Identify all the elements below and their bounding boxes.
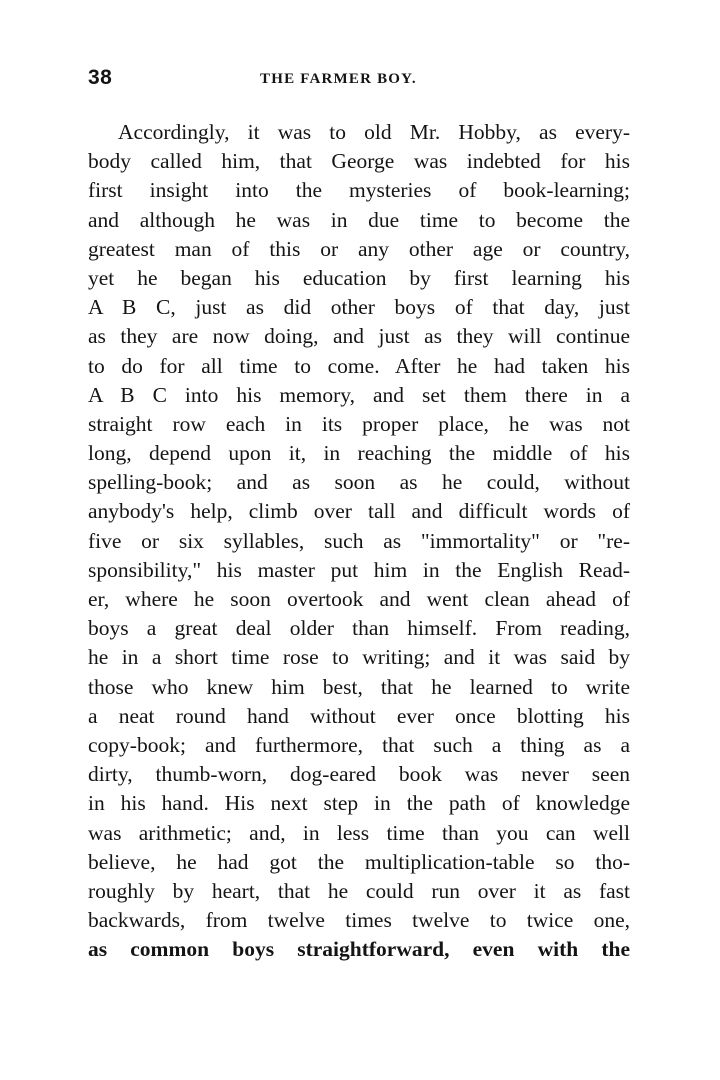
text-line: he in a short time rose to writing; and it was said by	[88, 645, 630, 670]
body-paragraph	[88, 118, 630, 964]
text-line: believe, he had got the multiplication-table so tho-	[88, 849, 630, 874]
running-title: THE FARMER BOY.	[260, 71, 417, 87]
text-line: five or six syllables, such as "immortality" or "re-	[88, 528, 630, 553]
text-line: anybody's help, climb over tall and difficult words of	[88, 499, 630, 524]
text-line: those who knew him best, that he learned to write	[88, 674, 630, 699]
text-line: in his hand. His next step in the path of knowledge	[88, 791, 630, 816]
text-line: as common boys straightforward, even with the	[88, 937, 630, 962]
text-line: backwards, from twelve times twelve to twice one,	[88, 908, 630, 933]
text-line: body called him, that George was indebted for his	[88, 149, 630, 174]
text-line: and although he was in due time to become the	[88, 207, 630, 232]
text-line: a neat round hand without ever once blotting his	[88, 703, 630, 728]
text-line: roughly by heart, that he could run over it as fast	[88, 878, 630, 903]
text-line: as they are now doing, and just as they will continue	[88, 324, 630, 349]
text-line: dirty, thumb-worn, dog-eared book was never seen	[88, 762, 630, 787]
text-line: yet he began his education by first learning his	[88, 265, 630, 290]
text-line: first insight into the mysteries of book-learning;	[88, 178, 630, 203]
text-line: straight row each in its proper place, he was not	[88, 411, 630, 436]
text-line: copy-book; and furthermore, that such a thing as a	[88, 732, 630, 757]
text-line: er, where he soon overtook and went clean ahead of	[88, 587, 630, 611]
text-line: boys a great deal older than himself. From reading,	[88, 616, 630, 641]
text-line: greatest man of this or any other age or country,	[88, 236, 630, 261]
page-number: 38	[88, 66, 113, 89]
text-line: was arithmetic; and, in less time than you can well	[88, 820, 630, 845]
text-line: Accordingly, it was to old Mr. Hobby, as every-	[118, 120, 630, 144]
text-line: A B C into his memory, and set them there in a	[88, 382, 630, 407]
text-line: long, depend upon it, in reaching the middle of his	[88, 441, 630, 466]
text-line: to do for all time to come. After he had taken his	[88, 353, 630, 378]
page-header	[88, 66, 630, 96]
text-line: spelling-book; and as soon as he could, without	[88, 470, 630, 495]
text-line: sponsibility," his master put him in the English Read-	[88, 557, 630, 582]
text-line: A B C, just as did other boys of that day, just	[88, 295, 630, 320]
